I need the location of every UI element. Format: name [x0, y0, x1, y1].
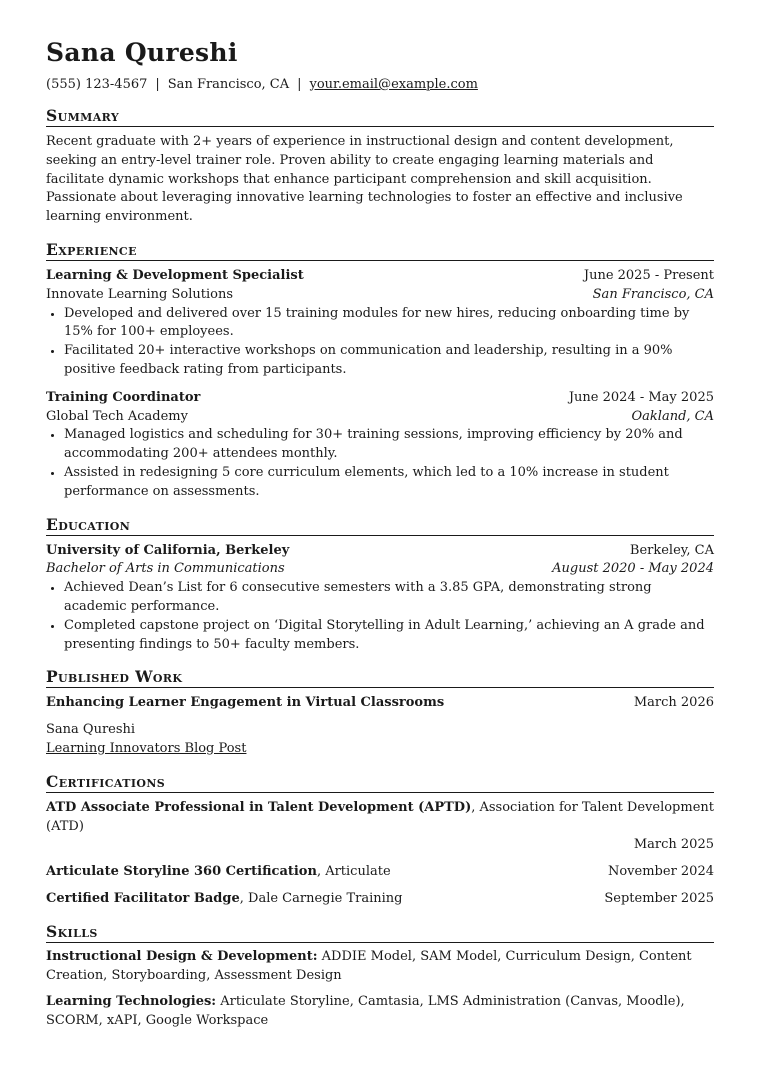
bullet-item: • Developed and delivered over 15 training modules for new hires, reducing onboarding time by 15% for 100+ employees. [64, 305, 714, 343]
job-location: Oakland, CA [631, 408, 714, 424]
skill-label: Learning Technologies: [46, 994, 217, 1010]
section-title-certifications: Certifications [46, 773, 714, 793]
section-title-education: Education [46, 516, 714, 536]
experience-entry [46, 267, 714, 380]
job-header [46, 267, 714, 286]
certification-item [46, 863, 714, 882]
job-subheader [46, 286, 714, 305]
publication-author: Sana Qureshi [46, 722, 136, 738]
certification-date: November 2024 [607, 864, 714, 880]
certification-name: ATD Associate Professional in Talent Development (APTD) [46, 799, 472, 815]
certification-item [46, 799, 714, 855]
summary-text: Recent graduate with 2+ years of experience in instructional design and content development, seeking an entry-level trainer role. Proven ability to create engaging learning materials and facilitate dynamic workshops that enhance participant comprehension and skill acquisition. Passionate about leveraging innovative learning technologies to foster an effective and inclusive learning environment. [46, 134, 683, 225]
degree-name: Bachelor of Arts in Communications [46, 561, 285, 577]
skill-value: ADDIE Model, SAM Model, Curriculum Design, Content Creation, Storyboarding, Assessment Design [46, 948, 692, 983]
job-role: Learning & Development Specialist [46, 267, 304, 283]
job-dates: June 2025 - Present [583, 267, 714, 283]
skill-row [46, 948, 714, 986]
bullet-item: • Facilitated 20+ interactive workshops on communication and leadership, resulting in a 90% positive feedback rating from participants. [64, 342, 714, 380]
separator: | [155, 77, 160, 92]
publication-date: March 2026 [633, 695, 714, 711]
job-company: Global Tech Academy [46, 408, 188, 424]
bullet-item: • Assisted in redesigning 5 core curriculum elements, which led to a 10% increase in student performance on assessments. [64, 464, 714, 502]
school-location: Berkeley, CA [629, 542, 714, 558]
job-bullets [46, 305, 714, 380]
bullet-item: • Achieved Dean’s List for 6 consecutive semesters with a 3.85 GPA, demonstrating strong academic performance. [64, 579, 714, 617]
school-header [46, 542, 714, 561]
job-company: Innovate Learning Solutions [46, 286, 234, 302]
certification-name: Articulate Storyline 360 Certification [46, 864, 317, 880]
section-title-experience: Experience [46, 241, 714, 261]
certification-issuer: , Association for Talent Development (ATD) [46, 799, 714, 834]
certification-date: March 2025 [633, 837, 714, 853]
separator: | [297, 77, 302, 92]
certification-name: Certified Facilitator Badge [46, 890, 240, 906]
certification-issuer: , Articulate [316, 864, 391, 880]
education-entry [46, 542, 714, 655]
section-title-published-work: Published Work [46, 668, 714, 688]
publication-header [46, 694, 714, 713]
publication-venue-link[interactable]: Learning Innovators Blog Post [46, 740, 247, 756]
degree-row [46, 560, 714, 579]
phone-number: (555) 123-4567 [46, 77, 148, 92]
experience-entry [46, 389, 714, 502]
location: San Francisco, CA [167, 77, 290, 92]
job-dates: June 2024 - May 2025 [568, 389, 714, 405]
job-subheader [46, 408, 714, 427]
job-bullets [46, 426, 714, 501]
section-title-summary: Summary [46, 107, 714, 127]
publication-title: Enhancing Learner Engagement in Virtual Classrooms [46, 695, 445, 711]
published-entry [46, 694, 714, 758]
degree-dates: August 2020 - May 2024 [552, 561, 714, 577]
certification-issuer: , Dale Carnegie Training [239, 890, 403, 906]
job-location: San Francisco, CA [592, 286, 714, 302]
certification-item [46, 890, 714, 909]
skill-row [46, 993, 714, 1031]
candidate-name: Sana Qureshi [46, 38, 238, 67]
school-name: University of California, Berkeley [46, 542, 290, 558]
email-link[interactable]: your.email@example.com [309, 77, 478, 92]
job-header [46, 389, 714, 408]
bullet-item: • Managed logistics and scheduling for 30+ training sessions, improving efficiency by 20% and accommodating 200+ attendees monthly. [64, 426, 714, 464]
education-bullets [46, 579, 714, 654]
contact-line [46, 77, 714, 93]
bullet-item: • Completed capstone project on ‘Digital Storytelling in Adult Learning,’ achieving an A grade and presenting findings to 50+ faculty members. [64, 617, 714, 655]
certification-date: September 2025 [604, 890, 714, 906]
skill-label: Instructional Design & Development: [46, 948, 318, 964]
job-role: Training Coordinator [46, 389, 201, 405]
section-title-skills: Skills [46, 923, 714, 943]
skill-value: Articulate Storyline, Camtasia, LMS Administration (Canvas, Moodle), SCORM, xAPI, Google Workspace [46, 994, 685, 1029]
